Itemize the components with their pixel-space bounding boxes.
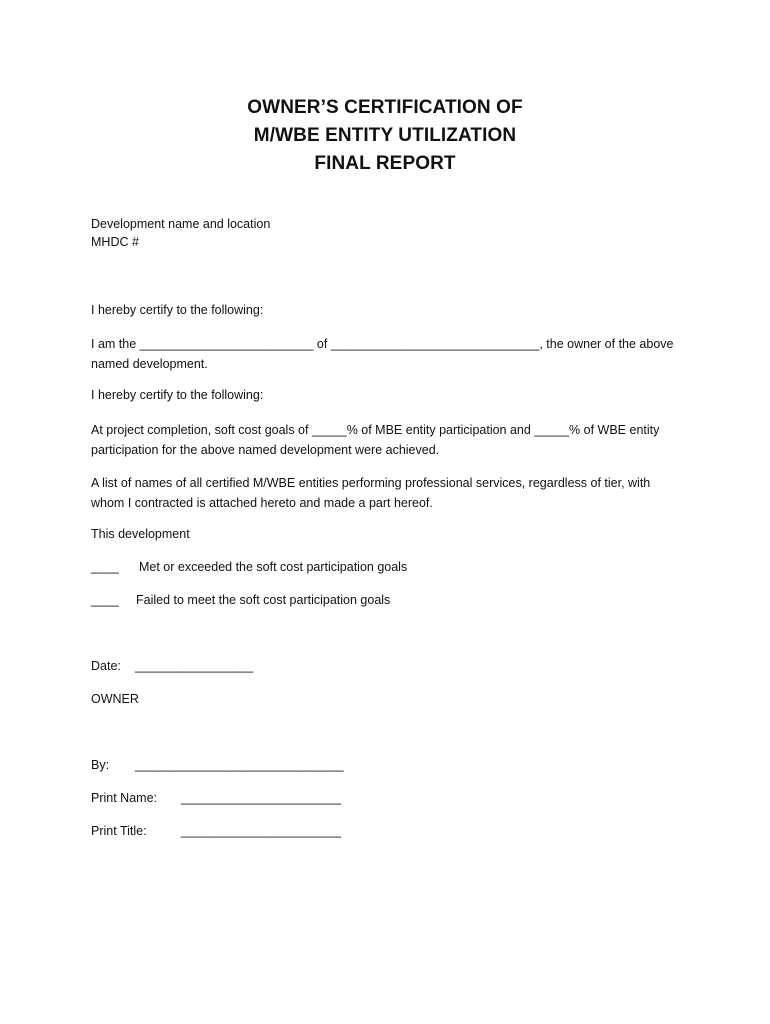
signature-field[interactable]: ______________________________ [135,758,344,772]
owner-heading: OWNER [91,692,139,706]
print-name-field[interactable]: _______________________ [181,791,341,805]
failed-goals-label: Failed to meet the soft cost participation goals [136,593,391,607]
owner-identity-paragraph: I am the _________________________ of ______________________________, the owner of the above named development. [91,337,674,371]
development-name-label: Development name and location [91,217,271,231]
met-goals-blank[interactable]: ____ [91,560,119,574]
mhdc-number-label: MHDC # [91,235,139,249]
document-title-line-1: OWNER’S CERTIFICATION OF [247,97,523,118]
date-label: Date: [91,659,121,673]
certification-statement: I hereby certify to the following: [91,303,264,317]
met-goals-label: Met or exceeded the soft cost participation goals [139,560,408,574]
print-title-field[interactable]: _______________________ [181,824,341,838]
this-development-label: This development [91,527,190,541]
document-title-line-3: FINAL REPORT [314,153,456,174]
date-field[interactable]: _________________ [135,659,254,673]
print-name-label: Print Name: [91,791,157,805]
document-title-line-2: M/WBE ENTITY UTILIZATION [253,125,517,146]
print-title-label: Print Title: [91,824,147,838]
certification-statement-2: I hereby certify to the following: [91,388,264,402]
by-label: By: [91,758,110,772]
failed-goals-blank[interactable]: ____ [91,593,119,607]
mwbe-list-paragraph: A list of names of all certified M/WBE entities performing professional services, regardless of tier, with whom I contracted is attached hereto and made a part hereof. [91,476,651,510]
soft-cost-goals-paragraph: At project completion, soft cost goals of _____% of MBE entity participation and _____% of WBE entity participation for the above named development were achieved. [91,423,660,457]
